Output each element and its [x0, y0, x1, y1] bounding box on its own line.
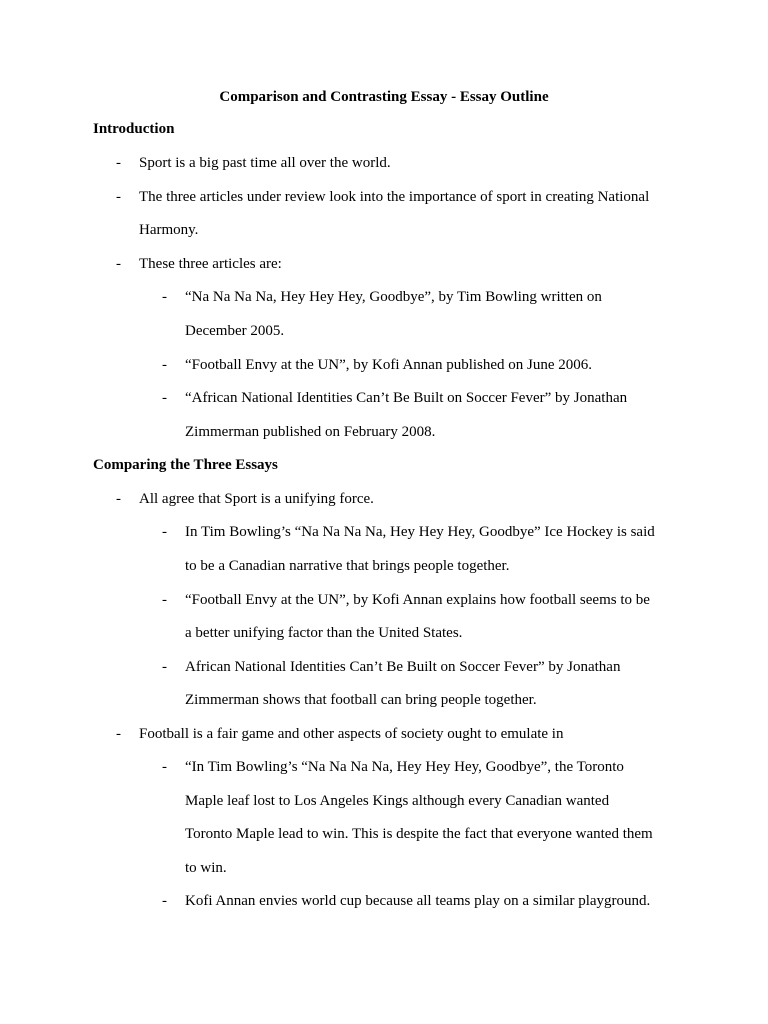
- sub-list-item: “Football Envy at the UN”, by Kofi Annan published on June 2006.: [185, 357, 593, 373]
- bullet-dash: -: [116, 491, 121, 507]
- sub-list-item-continuation: Toronto Maple lead to win. This is despite the fact that everyone wanted them: [185, 826, 653, 842]
- list-item: These three articles are:: [139, 256, 282, 272]
- sub-bullet-dash: -: [162, 592, 167, 608]
- sub-list-item-continuation: Maple leaf lost to Los Angeles Kings although every Canadian wanted: [185, 793, 610, 809]
- sub-list-item: “In Tim Bowling’s “Na Na Na Na, Hey Hey Hey, Goodbye”, the Toronto: [185, 759, 624, 775]
- sub-list-item: “Football Envy at the UN”, by Kofi Annan explains how football seems to be: [185, 592, 650, 608]
- sub-bullet-dash: -: [162, 289, 167, 305]
- sub-list-item-continuation: December 2005.: [185, 323, 285, 339]
- sub-list-item: In Tim Bowling’s “Na Na Na Na, Hey Hey Hey, Goodbye” Ice Hockey is said: [185, 524, 655, 540]
- sub-list-item-continuation: a better unifying factor than the United States.: [185, 625, 463, 641]
- bullet-dash: -: [116, 726, 121, 742]
- document-title: Comparison and Contrasting Essay - Essay Outline: [219, 89, 549, 105]
- sub-list-item-continuation: Zimmerman published on February 2008.: [185, 424, 436, 440]
- list-item: Football is a fair game and other aspects of society ought to emulate in: [139, 726, 564, 742]
- bullet-dash: -: [116, 155, 121, 171]
- list-item: Sport is a big past time all over the world.: [139, 155, 391, 171]
- sub-bullet-dash: -: [162, 893, 167, 909]
- sub-bullet-dash: -: [162, 759, 167, 775]
- sub-bullet-dash: -: [162, 659, 167, 675]
- list-item: The three articles under review look into the importance of sport in creating National: [139, 189, 650, 205]
- sub-list-item-continuation: to be a Canadian narrative that brings people together.: [185, 558, 510, 574]
- sub-list-item: “Na Na Na Na, Hey Hey Hey, Goodbye”, by Tim Bowling written on: [185, 289, 602, 305]
- list-item-continuation: Harmony.: [139, 222, 199, 238]
- sub-bullet-dash: -: [162, 390, 167, 406]
- sub-list-item-continuation: to win.: [185, 860, 227, 876]
- sub-list-item: African National Identities Can’t Be Built on Soccer Fever” by Jonathan: [185, 659, 621, 675]
- sub-list-item: Kofi Annan envies world cup because all teams play on a similar playground.: [185, 893, 651, 909]
- sub-list-item: “African National Identities Can’t Be Built on Soccer Fever” by Jonathan: [185, 390, 628, 406]
- list-item: All agree that Sport is a unifying force.: [139, 491, 374, 507]
- sub-bullet-dash: -: [162, 524, 167, 540]
- bullet-dash: -: [116, 189, 121, 205]
- sub-bullet-dash: -: [162, 357, 167, 373]
- section-heading-introduction: Introduction: [93, 121, 175, 137]
- section-heading-comparing: Comparing the Three Essays: [93, 457, 278, 473]
- sub-list-item-continuation: Zimmerman shows that football can bring people together.: [185, 692, 537, 708]
- bullet-dash: -: [116, 256, 121, 272]
